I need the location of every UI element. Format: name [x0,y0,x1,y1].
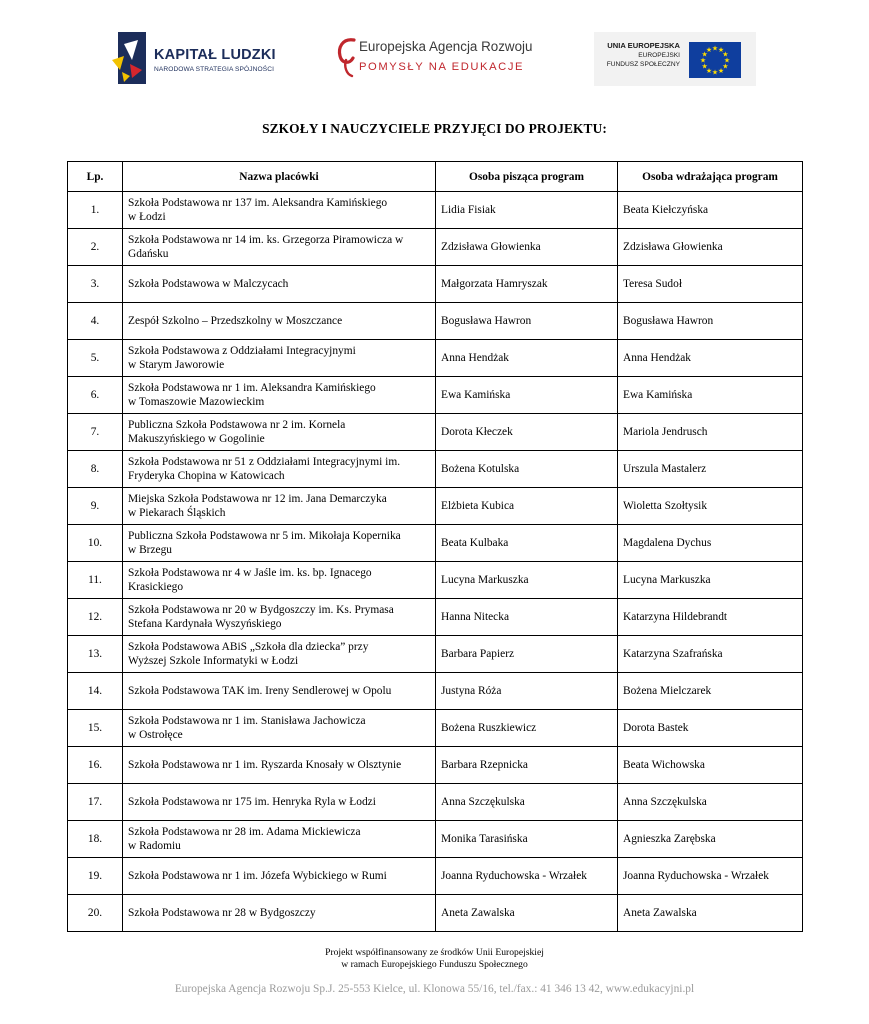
school-name-line1: Szkoła Podstawowa nr 51 z Oddziałami Integracyjnymi im. [128,456,401,468]
table-row [68,858,803,895]
eu-star-icon: ★ [722,50,729,59]
cell-lp: 3. [68,266,123,303]
school-name-line1: Szkoła Podstawowa nr 1 im. Stanisława Jachowicza [128,715,366,727]
school-name-line1: Szkoła Podstawowa nr 20 w Bydgoszczy im. Ks. Prymasa [128,604,394,616]
cell-school-name [123,784,436,821]
cell-program-author: Zdzisława Głowienka [436,229,618,266]
table-row [68,488,803,525]
school-name-line1: Publiczna Szkoła Podstawowa nr 5 im. Mikołaja Kopernika [128,530,401,542]
school-name-line1: Szkoła Podstawowa TAK im. Ireny Sendlerowej w Opolu [128,685,392,697]
cell-lp: 18. [68,821,123,858]
cell-school-name [123,192,436,229]
cell-lp: 9. [68,488,123,525]
cell-program-implementer: Katarzyna Szafrańska [618,636,803,673]
eu-logo-line2: EUROPEJSKI [638,52,680,59]
table-row [68,340,803,377]
cell-program-implementer: Aneta Zawalska [618,895,803,932]
header-logos [0,28,869,90]
funding-note [0,947,869,971]
eu-star-icon: ★ [705,66,713,75]
cell-school-name [123,747,436,784]
cell-lp: 2. [68,229,123,266]
cell-program-implementer: Agnieszka Zarębska [618,821,803,858]
cell-lp: 6. [68,377,123,414]
eu-star-icon: ★ [711,68,719,77]
school-name-line2: w Brzegu [128,544,172,556]
table-row [68,710,803,747]
eu-logo-text [607,41,680,69]
kapital-ludzki-subtitle: NARODOWA STRATEGIA SPÓJNOŚCI [154,66,275,73]
cell-school-name [123,377,436,414]
cell-program-author: Ewa Kamińska [436,377,618,414]
table-row [68,895,803,932]
cell-program-author: Lucyna Markuszka [436,562,618,599]
header-program-author: Osoba pisząca program [436,162,618,192]
cell-program-author: Bożena Kotulska [436,451,618,488]
cell-school-name [123,266,436,303]
table-row [68,636,803,673]
school-name-line2: Gdańsku [128,248,169,260]
cell-program-author: Anna Szczękulska [436,784,618,821]
cell-program-author: Justyna Róża [436,673,618,710]
table-row [68,377,803,414]
eu-logo [594,32,756,86]
table-header-row [68,162,803,192]
school-name-line2: w Tomaszowie Mazowieckim [128,396,265,408]
cell-program-implementer: Ewa Kamińska [618,377,803,414]
school-name-line2: w Piekarach Śląskich [128,507,226,519]
school-name-line1: Szkoła Podstawowa w Malczycach [128,278,289,290]
school-name-line1: Szkoła Podstawowa nr 1 im. Ryszarda Knosały w Olsztynie [128,759,402,771]
school-name-line1: Szkoła Podstawowa nr 1 im. Aleksandra Kamińskiego [128,382,376,394]
kapital-ludzki-title: KAPITAŁ LUDZKI [154,47,276,63]
cell-program-author: Aneta Zawalska [436,895,618,932]
eu-star-icon: ★ [705,46,713,55]
cell-lp: 17. [68,784,123,821]
table-row [68,747,803,784]
school-name-line1: Szkoła Podstawowa nr 175 im. Henryka Ryla w Łodzi [128,796,376,808]
cell-program-author: Bożena Ruszkiewicz [436,710,618,747]
table-row [68,414,803,451]
cell-program-implementer: Anna Szczękulska [618,784,803,821]
school-name-line1: Publiczna Szkoła Podstawowa nr 2 im. Kornela [128,419,346,431]
cell-program-implementer: Joanna Ryduchowska - Wrzałek [618,858,803,895]
cell-lp: 8. [68,451,123,488]
kapital-ludzki-logo [110,30,290,86]
school-name-line2: w Łodzi [128,211,166,223]
cell-program-implementer: Zdzisława Głowienka [618,229,803,266]
cell-lp: 20. [68,895,123,932]
table-row [68,784,803,821]
school-name-line1: Szkoła Podstawowa nr 28 im. Adama Mickiewicza [128,826,361,838]
agency-subtitle: POMYSŁY NA EDUKACJE [359,61,525,73]
school-name-line1: Szkoła Podstawowa nr 1 im. Józefa Wybickiego w Rumi [128,870,387,882]
eu-star-icon: ★ [711,44,719,53]
cell-school-name [123,821,436,858]
agency-title: Europejska Agencja Rozwoju [359,39,533,54]
cell-school-name [123,858,436,895]
cell-program-implementer: Bożena Mielczarek [618,673,803,710]
school-name-line1: Szkoła Podstawowa nr 137 im. Aleksandra Kamińskiego [128,197,388,209]
cell-program-implementer: Katarzyna Hildebrandt [618,599,803,636]
cell-lp: 7. [68,414,123,451]
cell-program-implementer: Magdalena Dychus [618,525,803,562]
cell-school-name [123,525,436,562]
eu-star-icon: ★ [717,46,725,55]
cell-school-name [123,414,436,451]
cell-lp: 1. [68,192,123,229]
cell-lp: 16. [68,747,123,784]
cell-program-implementer: Anna Hendżak [618,340,803,377]
agency-emblem-icon [336,34,360,80]
cell-school-name [123,895,436,932]
eu-logo-line3: FUNDUSZ SPOŁECZNY [606,61,680,68]
eu-logo-line1: UNIA EUROPEJSKA [607,41,680,50]
cell-school-name [123,599,436,636]
cell-school-name [123,451,436,488]
cell-program-author: Monika Tarasińska [436,821,618,858]
school-name-line1: Szkoła Podstawowa ABiS „Szkoła dla dziecka” przy [128,641,369,653]
school-name-line2: Fryderyka Chopina w Katowicach [128,470,285,482]
cell-lp: 14. [68,673,123,710]
cell-program-author: Bogusława Hawron [436,303,618,340]
cell-lp: 15. [68,710,123,747]
cell-school-name [123,229,436,266]
cell-program-author: Małgorzata Hamryszak [436,266,618,303]
cell-program-author: Hanna Nitecka [436,599,618,636]
cell-program-implementer: Beata Kiełczyńska [618,192,803,229]
cell-program-author: Lidia Fisiak [436,192,618,229]
table-row [68,525,803,562]
company-address: Europejska Agencja Rozwoju Sp.J. 25-553 Kielce, ul. Klonowa 55/16, tel./fax.: 41 346 13 42, www.edukacyjni.pl [174,983,695,995]
cell-program-author: Barbara Rzepnicka [436,747,618,784]
school-name-line2: Makuszyńskiego w Gogolinie [128,433,265,445]
cell-school-name [123,710,436,747]
header-lp: Lp. [68,162,123,192]
schools-table [67,161,803,932]
table-row [68,821,803,858]
school-name-line1: Zespół Szkolno – Przedszkolny w Moszczance [128,315,343,327]
cell-program-implementer: Urszula Mastalerz [618,451,803,488]
cell-program-author: Dorota Kłeczek [436,414,618,451]
table-row [68,303,803,340]
school-name-line1: Szkoła Podstawowa z Oddziałami Integracyjnymi [128,345,356,357]
eu-star-icon: ★ [723,56,731,65]
cell-lp: 12. [68,599,123,636]
funding-note-line1: Projekt współfinansowany ze środków Unii Europejskiej [325,947,544,958]
cell-program-implementer: Mariola Jendrusch [618,414,803,451]
table-row [68,599,803,636]
cell-school-name [123,673,436,710]
cell-school-name [123,488,436,525]
eu-star-icon: ★ [722,62,729,71]
school-name-line2: w Starym Jaworowie [128,359,225,371]
cell-program-author: Joanna Ryduchowska - Wrzałek [436,858,618,895]
cell-program-implementer: Wioletta Szołtysik [618,488,803,525]
school-name-line2: Stefana Kardynała Wyszyńskiego [128,618,282,630]
cell-program-author: Anna Hendżak [436,340,618,377]
cell-program-implementer: Lucyna Markuszka [618,562,803,599]
cell-program-implementer: Bogusława Hawron [618,303,803,340]
cell-lp: 4. [68,303,123,340]
school-name-line1: Szkoła Podstawowa nr 14 im. ks. Grzegorza Piramowicza w [128,234,404,246]
table-row [68,229,803,266]
table-row [68,266,803,303]
funding-note-line2: w ramach Europejskiego Funduszu Społecznego [341,959,528,970]
cell-lp: 10. [68,525,123,562]
cell-lp: 13. [68,636,123,673]
table-row [68,673,803,710]
cell-school-name [123,303,436,340]
eu-star-icon: ★ [717,66,725,75]
kapital-ludzki-emblem-icon [110,30,150,86]
school-name-line1: Szkoła Podstawowa nr 28 w Bydgoszczy [128,907,316,919]
table-row [68,562,803,599]
cell-school-name [123,562,436,599]
cell-school-name [123,636,436,673]
table-row [68,451,803,488]
cell-program-implementer: Dorota Bastek [618,710,803,747]
eu-star-icon: ★ [699,56,707,65]
document-title: SZKOŁY I NAUCZYCIELE PRZYJĘCI DO PROJEKTU: [262,121,607,136]
school-name-line1: Miejska Szkoła Podstawowa nr 12 im. Jana Demarczyka [128,493,387,505]
school-name-line1: Szkoła Podstawowa nr 4 w Jaśle im. ks. bp. Ignacego [128,567,372,579]
cell-lp: 5. [68,340,123,377]
eu-flag-icon [689,42,741,78]
cell-school-name [123,340,436,377]
eu-star-icon: ★ [701,62,708,71]
header-program-implementer: Osoba wdrażająca program [618,162,803,192]
cell-lp: 19. [68,858,123,895]
cell-program-author: Barbara Papierz [436,636,618,673]
cell-program-author: Elżbieta Kubica [436,488,618,525]
table-row [68,192,803,229]
cell-program-implementer: Teresa Sudoł [618,266,803,303]
school-name-line2: w Radomiu [128,840,181,852]
header-school-name: Nazwa placówki [123,162,436,192]
cell-lp: 11. [68,562,123,599]
eu-star-icon: ★ [701,50,708,59]
agency-logo [336,34,536,84]
cell-program-author: Beata Kulbaka [436,525,618,562]
cell-program-implementer: Beata Wichowska [618,747,803,784]
school-name-line2: Krasickiego [128,581,184,593]
school-name-line2: Wyższej Szkole Informatyki w Łodzi [128,655,299,667]
school-name-line2: w Ostrołęce [128,729,183,741]
